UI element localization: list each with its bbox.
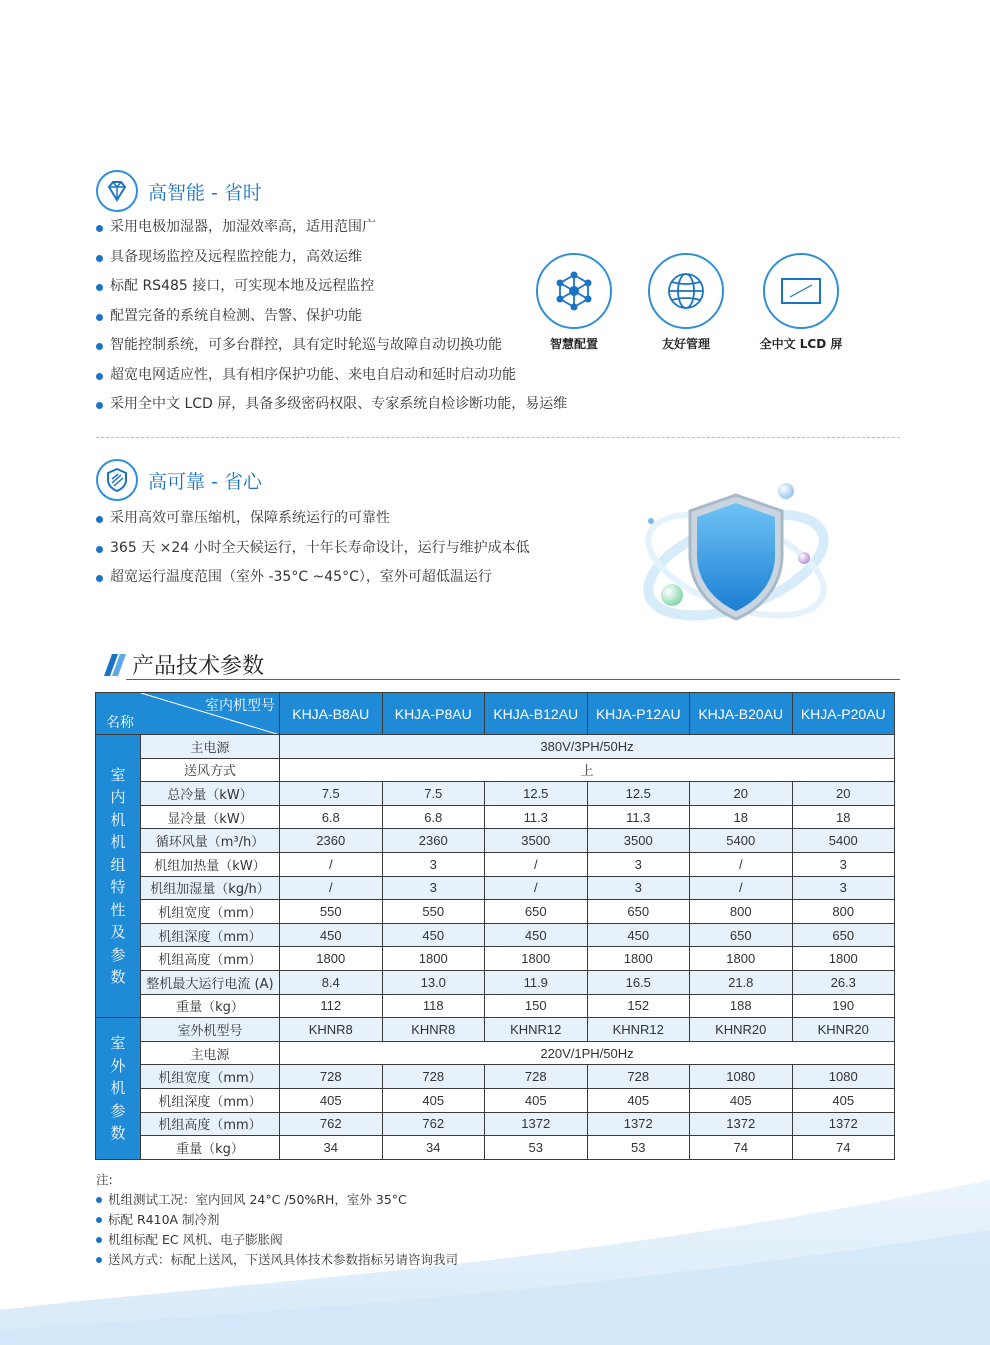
spec-table — [95, 692, 895, 1160]
table-cell: 13.0 — [382, 970, 485, 994]
table-cell: 380V/3PH/50Hz — [280, 735, 895, 759]
table-cell: 18 — [690, 805, 793, 829]
notes-list — [96, 1190, 458, 1270]
table-cell: 3 — [587, 852, 690, 876]
smart-section-header — [96, 170, 262, 212]
feature-label: 全中文 LCD 屏 — [759, 337, 843, 351]
table-cell: 16.5 — [587, 970, 690, 994]
row-label: 室外机型号 — [141, 1018, 280, 1042]
row-label: 送风方式 — [141, 758, 280, 782]
table-cell: 405 — [280, 1088, 383, 1112]
row-label: 显冷量（kW） — [141, 805, 280, 829]
table-cell: 18 — [792, 805, 895, 829]
table-cell: 1372 — [690, 1112, 793, 1136]
table-cell: KHNR20 — [690, 1018, 793, 1042]
table-cell: 650 — [587, 900, 690, 924]
table-cell: KHNR20 — [792, 1018, 895, 1042]
table-cell: 1800 — [690, 947, 793, 971]
list-item: 机组标配 EC 风机、电子膨胀阀 — [96, 1230, 458, 1250]
list-item: 超宽运行温度范围（室外 -35°C ~45°C），室外可超低温运行 — [96, 563, 530, 593]
table-cell: 1372 — [792, 1112, 895, 1136]
model-header: KHJA-P8AU — [382, 693, 485, 735]
row-label: 总冷量（kW） — [141, 782, 280, 806]
header-indoor-model: 室内机型号 — [205, 698, 275, 714]
table-cell: 53 — [485, 1136, 588, 1160]
params-heading — [96, 648, 900, 680]
table-cell: / — [690, 876, 793, 900]
table-cell: 800 — [792, 900, 895, 924]
params-title: 产品技术参数 — [132, 654, 265, 679]
model-header: KHJA-B20AU — [690, 693, 793, 735]
table-cell: 405 — [587, 1088, 690, 1112]
list-item: 智能控制系统，可多台群控，具有定时轮巡与故障自动切换功能 — [96, 331, 567, 361]
list-item: 具备现场监控及远程监控能力，高效运维 — [96, 243, 567, 273]
feature-label: 智慧配置 — [549, 337, 598, 351]
row-label: 机组加湿量（kg/h） — [141, 876, 280, 900]
table-cell: 3 — [792, 876, 895, 900]
model-header: KHJA-P20AU — [792, 693, 895, 735]
list-item: 送风方式：标配上送风，下送风具体技术参数指标另请咨询我司 — [96, 1250, 458, 1270]
table-cell: 7.5 — [382, 782, 485, 806]
diagonal-header-cell — [96, 693, 280, 735]
table-cell: 21.8 — [690, 970, 793, 994]
table-cell: 53 — [587, 1136, 690, 1160]
table-cell: 550 — [382, 900, 485, 924]
list-item: 采用全中文 LCD 屏，具备多级密码权限、专家系统自检诊断功能，易运维 — [96, 390, 567, 420]
list-item: 采用高效可靠压缩机，保障系统运行的可靠性 — [96, 504, 530, 534]
table-cell: 188 — [690, 994, 793, 1018]
row-label: 机组宽度（mm） — [141, 900, 280, 924]
row-label: 机组深度（mm） — [141, 923, 280, 947]
table-cell: 728 — [382, 1065, 485, 1089]
table-row — [96, 852, 895, 876]
model-header: KHJA-B12AU — [485, 693, 588, 735]
table-cell: 5400 — [792, 829, 895, 853]
table-cell: 1800 — [587, 947, 690, 971]
table-cell: KHNR12 — [485, 1018, 588, 1042]
globe-icon — [648, 253, 724, 329]
table-cell: 450 — [587, 923, 690, 947]
table-cell: 34 — [382, 1136, 485, 1160]
table-cell: 20 — [792, 782, 895, 806]
table-cell: 6.8 — [382, 805, 485, 829]
table-row — [96, 994, 895, 1018]
table-cell: / — [485, 852, 588, 876]
row-label: 整机最大运行电流 (A) — [141, 970, 280, 994]
smart-section-title: 高智能 - 省时 — [148, 181, 262, 204]
table-cell: 150 — [485, 994, 588, 1018]
feature-label: 友好管理 — [661, 337, 710, 351]
reliable-section-title: 高可靠 - 省心 — [148, 470, 262, 493]
row-label: 机组加热量（kW） — [141, 852, 280, 876]
table-cell: 上 — [280, 758, 895, 782]
list-item: 365 天 ×24 小时全天候运行，十年长寿命设计，运行与维护成本低 — [96, 534, 530, 564]
list-item: 超宽电网适应性，具有相序保护功能、来电自启动和延时启动功能 — [96, 361, 567, 391]
table-cell: 3 — [382, 876, 485, 900]
table-row — [96, 1136, 895, 1160]
table-cell: 220V/1PH/50Hz — [280, 1041, 895, 1065]
model-header: KHJA-P12AU — [587, 693, 690, 735]
table-row — [96, 947, 895, 971]
table-row — [96, 758, 895, 782]
table-cell: KHNR8 — [382, 1018, 485, 1042]
section-divider — [96, 437, 900, 438]
table-cell: 74 — [690, 1136, 793, 1160]
table-row — [96, 900, 895, 924]
table-cell: 405 — [792, 1088, 895, 1112]
table-cell: / — [280, 876, 383, 900]
table-cell: 6.8 — [280, 805, 383, 829]
table-row — [96, 876, 895, 900]
table-cell: 20 — [690, 782, 793, 806]
row-label: 重量（kg） — [141, 1136, 280, 1160]
lcd-screen-icon — [763, 253, 839, 329]
table-cell: 152 — [587, 994, 690, 1018]
reliable-bullet-list — [96, 504, 530, 593]
table-cell: 11.9 — [485, 970, 588, 994]
row-label: 机组宽度（mm） — [141, 1065, 280, 1089]
table-row — [96, 782, 895, 806]
table-cell: 450 — [280, 923, 383, 947]
table-row — [96, 1112, 895, 1136]
feature-lcd-screen — [746, 253, 856, 352]
table-cell: 450 — [485, 923, 588, 947]
table-cell: 112 — [280, 994, 383, 1018]
params-underline — [126, 679, 900, 680]
slash-decoration-icon — [96, 652, 128, 678]
table-cell: 118 — [382, 994, 485, 1018]
smart-bullet-list — [96, 213, 567, 420]
row-label: 主电源 — [141, 735, 280, 759]
table-cell: 800 — [690, 900, 793, 924]
table-cell: 1080 — [792, 1065, 895, 1089]
table-cell: 3 — [792, 852, 895, 876]
table-cell: 650 — [690, 923, 793, 947]
shield-icon — [96, 459, 138, 501]
table-cell: 1800 — [485, 947, 588, 971]
row-label: 机组深度（mm） — [141, 1088, 280, 1112]
row-label: 机组高度（mm） — [141, 947, 280, 971]
table-cell: / — [280, 852, 383, 876]
table-cell: 12.5 — [485, 782, 588, 806]
table-cell: 34 — [280, 1136, 383, 1160]
table-cell: 550 — [280, 900, 383, 924]
table-row — [96, 1088, 895, 1112]
table-row — [96, 805, 895, 829]
table-cell: 762 — [280, 1112, 383, 1136]
table-cell: 2360 — [280, 829, 383, 853]
table-body — [96, 735, 895, 1160]
model-header: KHJA-B8AU — [280, 693, 383, 735]
diamond-icon — [96, 170, 138, 212]
list-item: 配置完备的系统自检测、告警、保护功能 — [96, 302, 567, 332]
outdoor-group-label: 室外机参数 — [96, 1018, 141, 1160]
indoor-group-label: 室内机机组特性及参数 — [96, 735, 141, 1018]
table-cell: 450 — [382, 923, 485, 947]
table-cell: 11.3 — [485, 805, 588, 829]
table-cell: 728 — [587, 1065, 690, 1089]
table-cell: 728 — [485, 1065, 588, 1089]
table-cell: / — [485, 876, 588, 900]
list-item: 标配 RS485 接口，可实现本地及远程监控 — [96, 272, 567, 302]
table-cell: 7.5 — [280, 782, 383, 806]
list-item: 采用电极加湿器，加湿效率高，适用范围广 — [96, 213, 567, 243]
table-cell: 1800 — [792, 947, 895, 971]
table-row — [96, 970, 895, 994]
table-cell: 8.4 — [280, 970, 383, 994]
table-cell: 5400 — [690, 829, 793, 853]
table-cell: 405 — [382, 1088, 485, 1112]
table-cell: 1800 — [280, 947, 383, 971]
network-cube-icon — [536, 253, 612, 329]
feature-smart-config — [519, 253, 629, 352]
table-header-row — [96, 693, 895, 735]
table-cell: 650 — [792, 923, 895, 947]
row-label: 主电源 — [141, 1041, 280, 1065]
header-name: 名称 — [106, 715, 134, 731]
table-cell: 405 — [485, 1088, 588, 1112]
table-cell: 1372 — [587, 1112, 690, 1136]
table-row — [96, 829, 895, 853]
table-row — [96, 1065, 895, 1089]
table-cell: 650 — [485, 900, 588, 924]
shield-illustration — [636, 475, 836, 645]
row-label: 机组高度（mm） — [141, 1112, 280, 1136]
table-row — [96, 1041, 895, 1065]
row-label: 循环风量（m³/h） — [141, 829, 280, 853]
table-row — [96, 1018, 895, 1042]
table-cell: 3 — [382, 852, 485, 876]
table-cell: KHNR8 — [280, 1018, 383, 1042]
table-cell: KHNR12 — [587, 1018, 690, 1042]
table-cell: 1372 — [485, 1112, 588, 1136]
row-label: 重量（kg） — [141, 994, 280, 1018]
notes-title: 注: — [96, 1172, 113, 1187]
table-cell: 762 — [382, 1112, 485, 1136]
table-cell: 26.3 — [792, 970, 895, 994]
table-cell: 1800 — [382, 947, 485, 971]
table-cell: 3 — [587, 876, 690, 900]
table-cell: 3500 — [485, 829, 588, 853]
table-cell: 12.5 — [587, 782, 690, 806]
list-item: 机组测试工况：室内回风 24°C /50%RH，室外 35°C — [96, 1190, 458, 1210]
table-cell: 1080 — [690, 1065, 793, 1089]
table-row — [96, 735, 895, 759]
reliable-section-header — [96, 459, 262, 501]
table-cell: 11.3 — [587, 805, 690, 829]
list-item: 标配 R410A 制冷剂 — [96, 1210, 458, 1230]
table-row — [96, 923, 895, 947]
table-cell: 728 — [280, 1065, 383, 1089]
feature-friendly-management — [631, 253, 741, 352]
table-cell: / — [690, 852, 793, 876]
table-cell: 405 — [690, 1088, 793, 1112]
table-cell: 74 — [792, 1136, 895, 1160]
notes — [96, 1170, 458, 1270]
table-cell: 2360 — [382, 829, 485, 853]
table-cell: 3500 — [587, 829, 690, 853]
table-cell: 190 — [792, 994, 895, 1018]
